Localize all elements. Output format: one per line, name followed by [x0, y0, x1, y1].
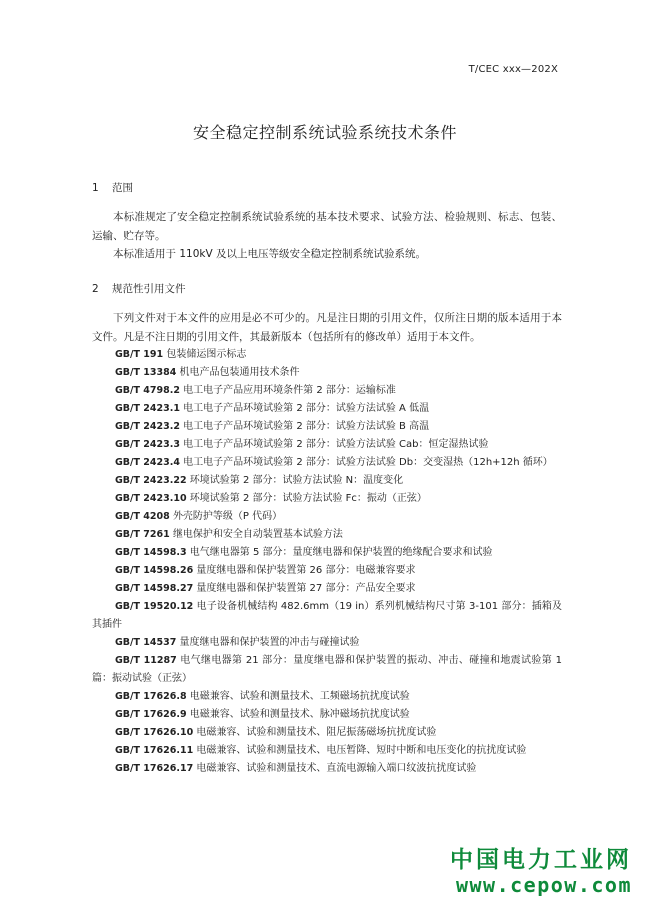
reference-item [92, 742, 562, 760]
reference-item [92, 652, 562, 688]
reference-code: GB/T 17626.8 [115, 691, 187, 702]
reference-code: GB/T 14598.3 [115, 547, 187, 558]
document-title: 安全稳定控制系统试验系统技术条件 [192, 123, 457, 142]
reference-item [92, 760, 562, 778]
reference-code: GB/T 2423.22 [115, 475, 187, 486]
reference-title: 电磁兼容、试验和测量技术、电压暂降、短时中断和电压变化的抗扰度试验 [196, 745, 527, 756]
reference-title: 环境试验第 2 部分：试验方法试验 N：温度变化 [189, 475, 404, 486]
reference-item [92, 364, 562, 382]
reference-title: 量度继电器和保护装置第 26 部分：电磁兼容要求 [196, 565, 416, 576]
section-title: 规范性引用文件 [112, 283, 186, 295]
reference-code: GB/T 4208 [115, 511, 170, 522]
reference-title: 电磁兼容、试验和测量技术、直流电源输入端口纹波抗扰度试验 [196, 763, 477, 774]
document-code: T/CEC xxx—202X [468, 64, 558, 75]
reference-title: 电工电子产品应用环境条件第 2 部分：运输标准 [183, 385, 396, 396]
watermark-site-name: 中国电力工业网 [450, 847, 632, 873]
references-intro-paragraph: 下列文件对于本文件的应用是必不可少的。凡是注日期的引用文件，仅所注日期的版本适用于本文件。凡是不注日期的引用文件，其最新版本（包括所有的修改单）适用于本文件。 [92, 312, 562, 343]
reference-code: GB/T 2423.4 [115, 457, 180, 468]
reference-code: GB/T 7261 [115, 529, 170, 540]
watermark-logo [450, 847, 632, 897]
reference-code: GB/T 2423.10 [115, 493, 187, 504]
reference-item [92, 634, 562, 652]
section-number: 1 [92, 182, 99, 194]
reference-code: GB/T 14537 [115, 637, 177, 648]
reference-code: GB/T 11287 [115, 655, 177, 666]
reference-title: 电工电子产品环境试验第 2 部分：试验方法试验 B 高温 [183, 421, 430, 432]
reference-title: 电磁兼容、试验和测量技术、阻尼振荡磁场抗扰度试验 [196, 727, 437, 738]
reference-title: 量度继电器和保护装置的冲击与碰撞试验 [179, 637, 360, 648]
reference-title: 外壳防护等级（P 代码） [172, 511, 283, 522]
reference-code: GB/T 19520.12 [115, 601, 194, 612]
reference-code: GB/T 2423.3 [115, 439, 180, 450]
reference-code: GB/T 4798.2 [115, 385, 180, 396]
reference-code: GB/T 17626.9 [115, 709, 187, 720]
reference-item [92, 436, 562, 454]
reference-item [92, 598, 562, 634]
reference-item [92, 418, 562, 436]
reference-title: 电工电子产品环境试验第 2 部分：试验方法试验 Cab：恒定湿热试验 [183, 439, 489, 450]
reference-title: 环境试验第 2 部分：试验方法试验 Fc：振动（正弦） [189, 493, 427, 504]
reference-code: GB/T 14598.27 [115, 583, 194, 594]
reference-item [92, 688, 562, 706]
reference-title: 继电保护和安全自动装置基本试验方法 [172, 529, 343, 540]
reference-item [92, 724, 562, 742]
scope-paragraph-1: 本标准规定了安全稳定控制系统试验系统的基本技术要求、试验方法、检验规则、标志、包装、运输、贮存等。 [92, 211, 562, 242]
section-heading-scope [92, 180, 133, 195]
reference-item [92, 544, 562, 562]
reference-code: GB/T 14598.26 [115, 565, 194, 576]
reference-item [92, 580, 562, 598]
reference-item [92, 562, 562, 580]
reference-item [92, 400, 562, 418]
reference-code: GB/T 2423.1 [115, 403, 180, 414]
reference-item [92, 508, 562, 526]
reference-item [92, 382, 562, 400]
section-title: 范围 [112, 182, 133, 194]
watermark-url: www.cepow.com [455, 873, 632, 897]
reference-item [92, 472, 562, 490]
reference-item [92, 490, 562, 508]
reference-title: 电子设备机械结构 482.6mm（19 in）系列机械结构尺寸第 3-101 部分：插箱及其插件 [92, 601, 562, 630]
reference-title: 电工电子产品环境试验第 2 部分：试验方法试验 Db：交变湿热（12h+12h 循环） [183, 457, 553, 468]
reference-code: GB/T 17626.17 [115, 763, 194, 774]
reference-title: 量度继电器和保护装置第 27 部分：产品安全要求 [196, 583, 416, 594]
scope-paragraph-2: 本标准适用于 110kV 及以上电压等级安全稳定控制系统试验系统。 [113, 248, 426, 260]
reference-code: GB/T 13384 [115, 367, 177, 378]
section-heading-normative-references [92, 281, 186, 296]
reference-item [92, 706, 562, 724]
reference-title: 电磁兼容、试验和测量技术、工频磁场抗扰度试验 [189, 691, 410, 702]
reference-code: GB/T 2423.2 [115, 421, 180, 432]
section-number: 2 [92, 283, 99, 295]
reference-code: GB/T 17626.10 [115, 727, 194, 738]
reference-title: 包装储运图示标志 [166, 349, 247, 360]
reference-title: 电气继电器第 5 部分：量度继电器和保护装置的绝缘配合要求和试验 [189, 547, 493, 558]
reference-title: 电磁兼容、试验和测量技术、脉冲磁场抗扰度试验 [189, 709, 410, 720]
reference-title: 机电产品包装通用技术条件 [179, 367, 300, 378]
reference-title: 电气继电器第 21 部分：量度继电器和保护装置的振动、冲击、碰撞和地震试验第 1 篇：振动试验（正弦） [92, 655, 562, 684]
reference-list [92, 346, 562, 778]
reference-code: GB/T 17626.11 [115, 745, 194, 756]
reference-item [92, 454, 562, 472]
reference-item [92, 346, 562, 364]
reference-item [92, 526, 562, 544]
reference-code: GB/T 191 [115, 349, 164, 360]
reference-title: 电工电子产品环境试验第 2 部分：试验方法试验 A 低温 [183, 403, 430, 414]
